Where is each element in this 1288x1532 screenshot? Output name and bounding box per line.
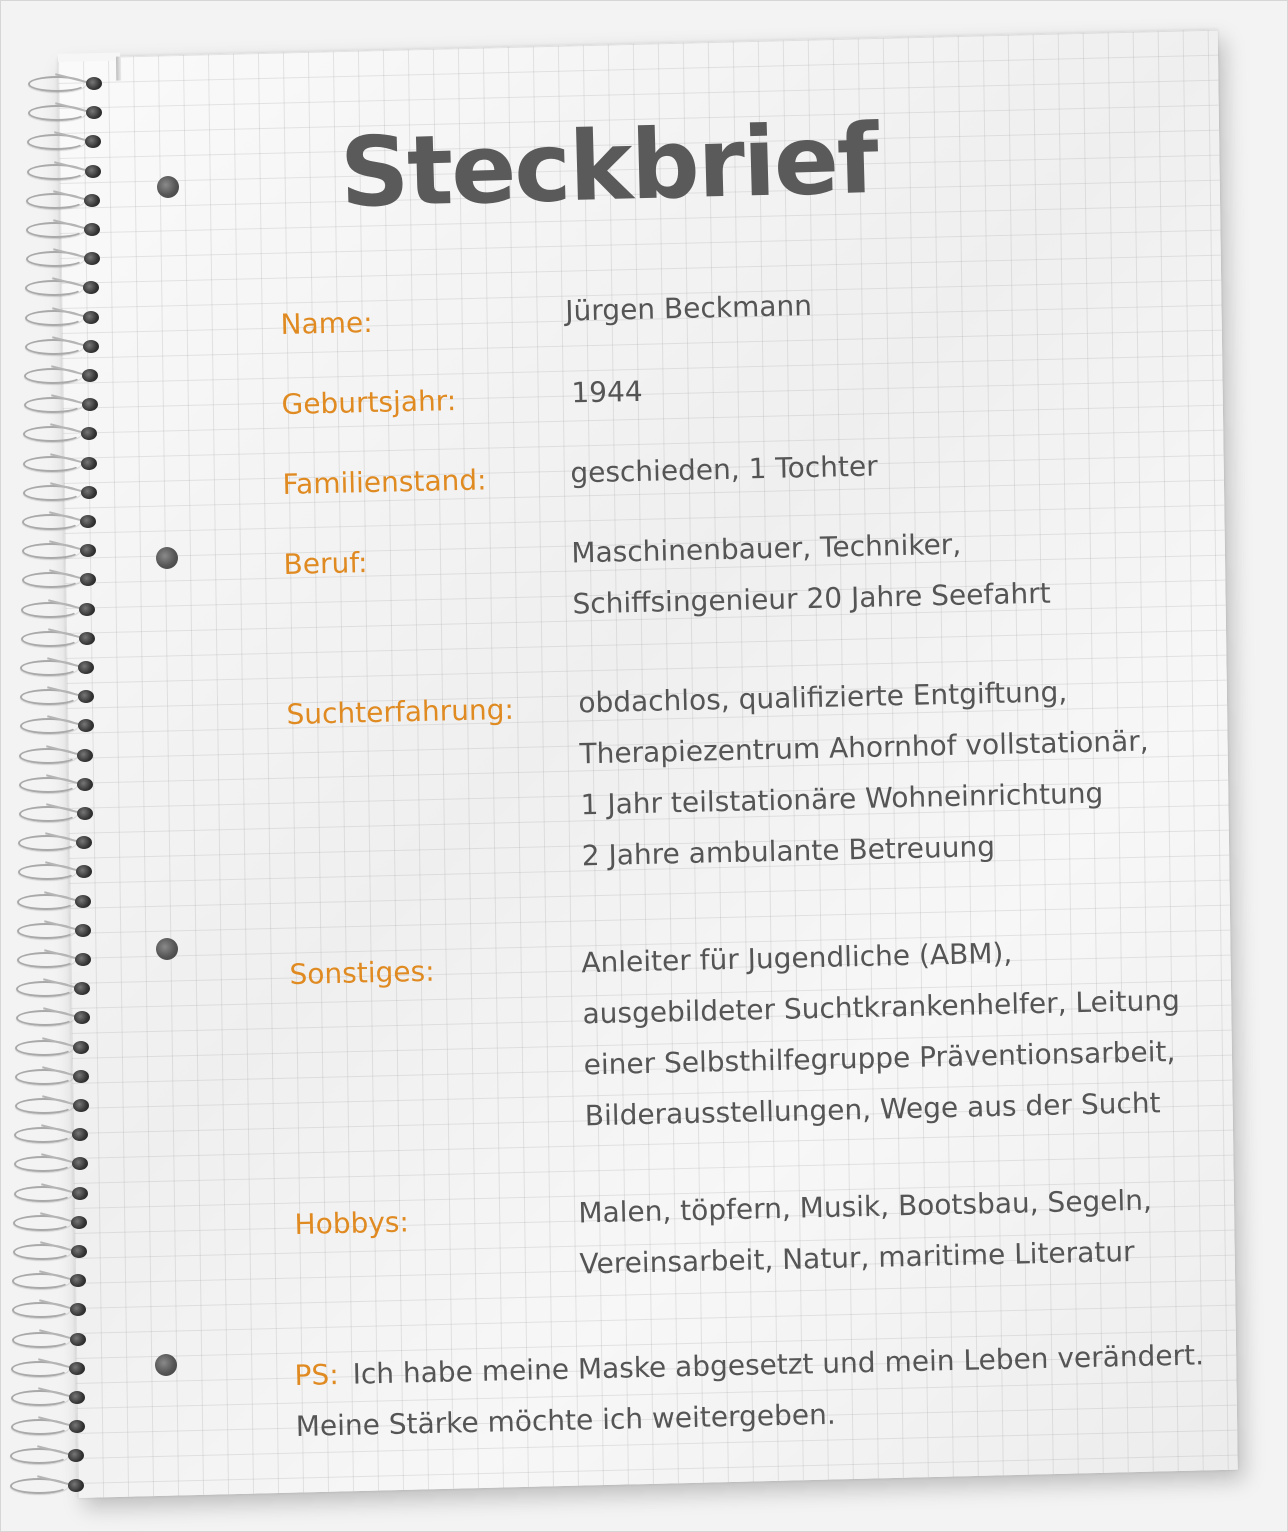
page-notch	[116, 56, 121, 80]
field-value	[565, 280, 813, 337]
ring-hole	[86, 77, 102, 90]
ring-hole	[70, 1274, 86, 1287]
ring-hole	[69, 1362, 85, 1375]
value-line: Schiffsingenieur 20 Jahre Seefahrt	[572, 576, 1051, 621]
spiral-ring-icon	[11, 1065, 101, 1089]
spiral-ring-icon	[10, 1152, 100, 1176]
spiral-ring-icon	[13, 919, 103, 943]
value-line: Malen, töpfern, Musik, Bootsbau, Segeln,	[577, 1183, 1153, 1230]
ring-hole	[76, 865, 92, 878]
spiral-ring-icon	[20, 393, 110, 417]
spiral-ring-icon	[21, 276, 111, 300]
page-title: Steckbrief	[338, 102, 879, 230]
spiral-ring-icon	[16, 656, 106, 680]
spiral-ring-icon	[19, 422, 109, 446]
postscript-line-2: Meine Stärke möchte ich weitergeben.	[295, 1397, 837, 1443]
ring-hole	[78, 719, 94, 732]
spiral-ring-icon	[20, 364, 110, 388]
ring-hole	[77, 807, 93, 820]
ring-hole	[74, 1011, 90, 1024]
spiral-ring-icon	[14, 860, 104, 884]
ring-hole	[71, 1216, 87, 1229]
ring-hole	[73, 1070, 89, 1083]
postscript-text	[294, 1329, 1206, 1452]
ring-hole	[76, 836, 92, 849]
spiral-ring-icon	[18, 539, 108, 563]
punch-hole-icon	[155, 1354, 177, 1376]
field-value	[570, 440, 878, 498]
spiral-binding	[24, 72, 114, 1502]
value-line: obdachlos, qualifizierte Entgiftung,	[577, 675, 1068, 720]
value-line: 2 Jahre ambulante Betreuung	[581, 829, 996, 873]
ring-hole	[72, 1187, 88, 1200]
ring-hole	[68, 1449, 84, 1462]
ring-hole	[77, 749, 93, 762]
spiral-ring-icon	[7, 1415, 97, 1439]
ring-hole	[81, 427, 97, 440]
spiral-ring-icon	[9, 1240, 99, 1264]
ring-hole	[83, 340, 99, 353]
ring-hole	[73, 1099, 89, 1112]
ring-hole	[69, 1420, 85, 1433]
value-line: Vereinsarbeit, Natur, maritime Literatur	[579, 1234, 1135, 1281]
spiral-ring-icon	[15, 802, 105, 826]
torn-edge	[58, 52, 120, 62]
ring-hole	[79, 603, 95, 616]
spiral-ring-icon	[17, 627, 107, 651]
spiral-ring-icon	[7, 1386, 97, 1410]
spiral-ring-icon	[14, 831, 104, 855]
spiral-ring-icon	[15, 744, 105, 768]
spiral-ring-icon	[22, 218, 112, 242]
ring-hole	[85, 135, 101, 148]
spiral-ring-icon	[15, 773, 105, 797]
field-label: Beruf:	[283, 546, 368, 581]
ring-hole	[84, 223, 100, 236]
spiral-ring-icon	[13, 948, 103, 972]
spiral-ring-icon	[24, 72, 114, 96]
field-label: Familienstand:	[282, 463, 487, 501]
spiral-ring-icon	[8, 1298, 98, 1322]
field-label: Geburtsjahr:	[281, 384, 457, 421]
spiral-ring-icon	[8, 1328, 98, 1352]
punch-hole-icon	[156, 547, 178, 569]
spiral-ring-icon	[6, 1444, 96, 1468]
value-line: Therapiezentrum Ahornhof vollstationär,	[579, 724, 1149, 771]
ring-hole	[81, 457, 97, 470]
ring-hole	[75, 953, 91, 966]
ring-hole	[84, 194, 100, 207]
ring-hole	[70, 1333, 86, 1346]
field-value	[578, 664, 1152, 881]
spiral-ring-icon	[17, 598, 107, 622]
ring-hole	[74, 982, 90, 995]
spiral-ring-icon	[10, 1182, 100, 1206]
spiral-ring-icon	[12, 977, 102, 1001]
ring-hole	[77, 778, 93, 791]
ring-hole	[70, 1303, 86, 1316]
spiral-ring-icon	[16, 714, 106, 738]
spiral-ring-icon	[9, 1211, 99, 1235]
ring-hole	[83, 281, 99, 294]
spiral-ring-icon	[21, 306, 111, 330]
value-line: Maschinenbauer, Techniker,	[570, 527, 962, 570]
spiral-ring-icon	[23, 160, 113, 184]
value-line: ausgebildeter Suchtkrankenhelfer, Leitung	[582, 983, 1181, 1031]
ring-hole	[68, 1479, 84, 1492]
ring-hole	[82, 398, 98, 411]
spiral-ring-icon	[18, 510, 108, 534]
ring-hole	[69, 1391, 85, 1404]
ring-hole	[75, 895, 91, 908]
spiral-ring-icon	[21, 335, 111, 359]
value-line: Bilderausstellungen, Wege aus der Sucht	[584, 1086, 1161, 1133]
field-label: Name:	[280, 305, 373, 341]
ring-hole	[73, 1041, 89, 1054]
spiral-ring-icon	[24, 101, 114, 125]
value-line: Anleiter für Jugendliche (ABM),	[580, 936, 1013, 980]
spiral-ring-icon	[18, 568, 108, 592]
field-value	[581, 924, 1183, 1142]
ring-hole	[79, 632, 95, 645]
spiral-ring-icon	[23, 130, 113, 154]
field-label: Suchterfahrung:	[286, 692, 515, 731]
spiral-ring-icon	[8, 1269, 98, 1293]
ring-hole	[84, 252, 100, 265]
spiral-ring-icon	[13, 890, 103, 914]
spiral-ring-icon	[22, 189, 112, 213]
punch-hole-icon	[157, 176, 179, 198]
ring-hole	[71, 1245, 87, 1258]
ring-hole	[72, 1128, 88, 1141]
postscript-line: Ich habe meine Maske abgesetzt und mein Leben verändert.	[352, 1338, 1205, 1391]
punch-hole-icon	[156, 938, 178, 960]
spiral-ring-icon	[16, 685, 106, 709]
ring-hole	[78, 661, 94, 674]
spiral-ring-icon	[6, 1474, 96, 1498]
spiral-ring-icon	[11, 1094, 101, 1118]
spiral-ring-icon	[19, 481, 109, 505]
spiral-ring-icon	[22, 247, 112, 271]
value-line: geschieden, 1 Tochter	[569, 449, 879, 490]
ring-hole	[80, 515, 96, 528]
field-value	[578, 1175, 1154, 1290]
value-line: 1 Jahr teilstationäre Wohneinrichtung	[580, 776, 1104, 822]
spiral-ring-icon	[10, 1123, 100, 1147]
field-label: Hobbys:	[294, 1205, 410, 1241]
ring-hole	[78, 690, 94, 703]
value-line: 1944	[570, 374, 643, 410]
spiral-ring-icon	[11, 1036, 101, 1060]
ring-hole	[83, 311, 99, 324]
postscript-label: PS:	[294, 1357, 340, 1392]
field-value	[571, 517, 1051, 630]
spiral-ring-icon	[12, 1006, 102, 1030]
field-label: Sonstiges:	[289, 954, 435, 991]
ring-hole	[81, 486, 97, 499]
spiral-ring-icon	[7, 1357, 97, 1381]
spiral-ring-icon	[19, 452, 109, 476]
ring-hole	[80, 573, 96, 586]
value-line: Jürgen Beckmann	[564, 288, 813, 328]
ring-hole	[86, 106, 102, 119]
value-line: einer Selbsthilfegruppe Präventionsarbeit,	[583, 1034, 1176, 1082]
ring-hole	[72, 1157, 88, 1170]
ring-hole	[85, 165, 101, 178]
ring-hole	[75, 924, 91, 937]
ring-hole	[82, 369, 98, 382]
field-value	[571, 366, 643, 419]
ring-hole	[80, 544, 96, 557]
